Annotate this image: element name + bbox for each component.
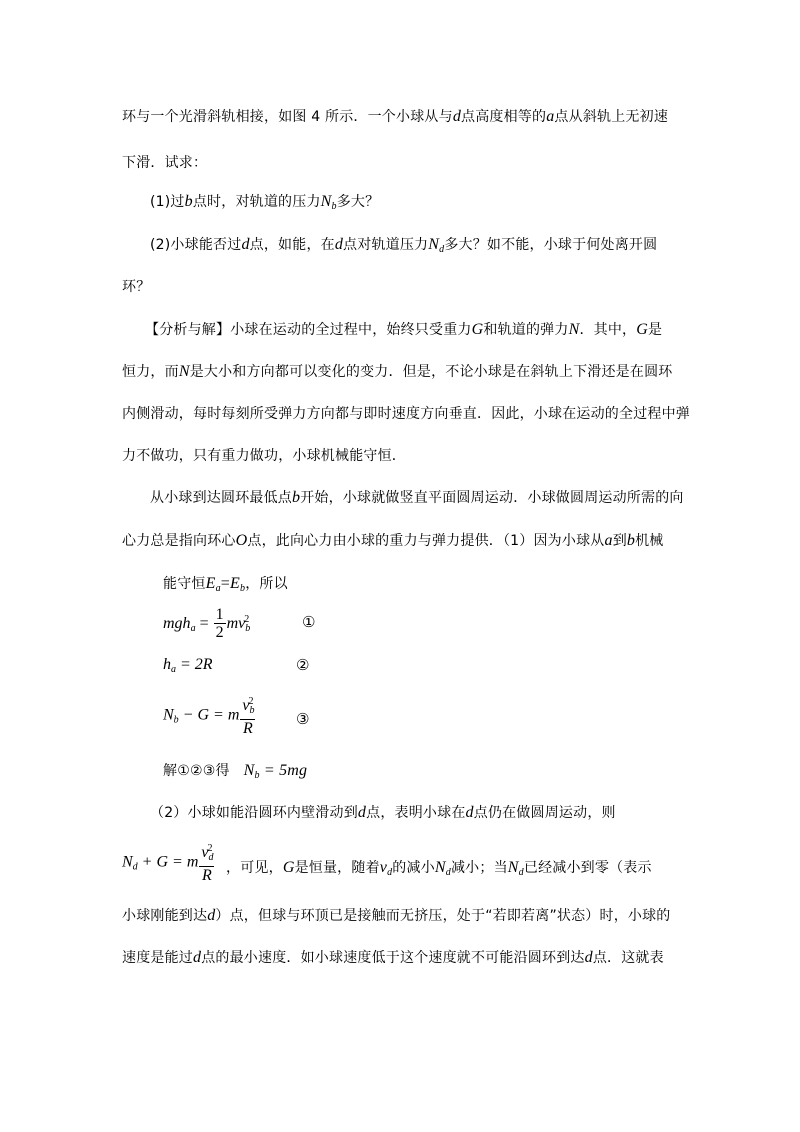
part2-line-2: ，可见，G是恒量，随着$v_d$的减小$N_d$减小；当$N_d$已经减小到零（表示 xyxy=(226,859,652,878)
analysis-line-3: 内侧滑动，每时每刻所受弹力方向都与即时速度方向垂直．因此，小球在运动的全过程中弹 xyxy=(122,406,690,422)
part2-line-1: （2）小球如能沿圆环内壁滑动到d点，表明小球在d点仍在做圆周运动，则 xyxy=(150,804,616,821)
analysis-line-1: 【分析与解】小球在运动的全过程中，始终只受重力G和轨道的弹力N．其中，G是 xyxy=(145,321,663,338)
equation-3: $N_b - G = m$ $\frac{v_b^2}{R}$ xyxy=(163,696,255,737)
equation-2-marker: ② xyxy=(296,656,310,674)
equation-1-marker: ① xyxy=(302,613,316,631)
problem-line-1: 环与一个光滑斜轨相接，如图 4 所示．一个小球从与d点高度相等的a点从斜轨上无初速 xyxy=(122,108,669,125)
question-2-cont: 环？ xyxy=(122,279,151,295)
analysis-line-2: 恒力，而N是大小和方向都可以变化的变力．但是，不论小球是在斜轨上下滑还是在圆环 xyxy=(122,363,673,380)
equation-3-marker: ③ xyxy=(296,710,310,728)
part2-line-3: 小球刚能到达d）点，但球与环顶已是接触而无挤压，处于“若即若离”状态）时，小球的 xyxy=(122,907,671,924)
equation-2: $h_a = 2R$ xyxy=(163,656,213,675)
analysis-p2-line-3: 能守恒$E_a=E_b$，所以 xyxy=(163,575,288,594)
question-1: (1)过b点时，对轨道的压力$N_b$多大？ xyxy=(150,193,380,212)
equation-3-fraction: $\frac{v_b^2}{R}$ xyxy=(242,696,255,737)
analysis-p2-line-2: 心力总是指向环心O点，此向心力由小球的重力与弹力提供．（1）因为小球从a到b机械 xyxy=(122,532,664,549)
analysis-p2-line-1: 从小球到达圆环最低点b开始，小球就做竖直平面圆周运动．小球做圆周运动所需的向 xyxy=(150,489,684,506)
equation-1: mgh$_a$ = $\frac{1}{2}$ $mv_b^2$ xyxy=(163,606,251,641)
analysis-line-4: 力不做功，只有重力做功，小球机械能守恒． xyxy=(122,448,406,464)
solution-line: 解①②③得 $N_b = 5mg$ xyxy=(163,762,308,781)
equation-1-fraction: $\frac{1}{2}$ xyxy=(215,606,224,641)
problem-line-2: 下滑．试求： xyxy=(122,155,208,171)
part2-equation: $N_d + G = m$ $\frac{v_d^2}{R}$ xyxy=(122,843,214,884)
part2-fraction: $\frac{v_d^2}{R}$ xyxy=(201,843,214,884)
question-2: (2)小球能否过d点，如能，在d点对轨道压力$N_d$多大？如不能，小球于何处离开圆 xyxy=(150,236,658,255)
part2-line-4: 速度是能过d点的最小速度．如小球速度低于这个速度就不可能沿圆环到达d点．这就表 xyxy=(122,949,664,966)
